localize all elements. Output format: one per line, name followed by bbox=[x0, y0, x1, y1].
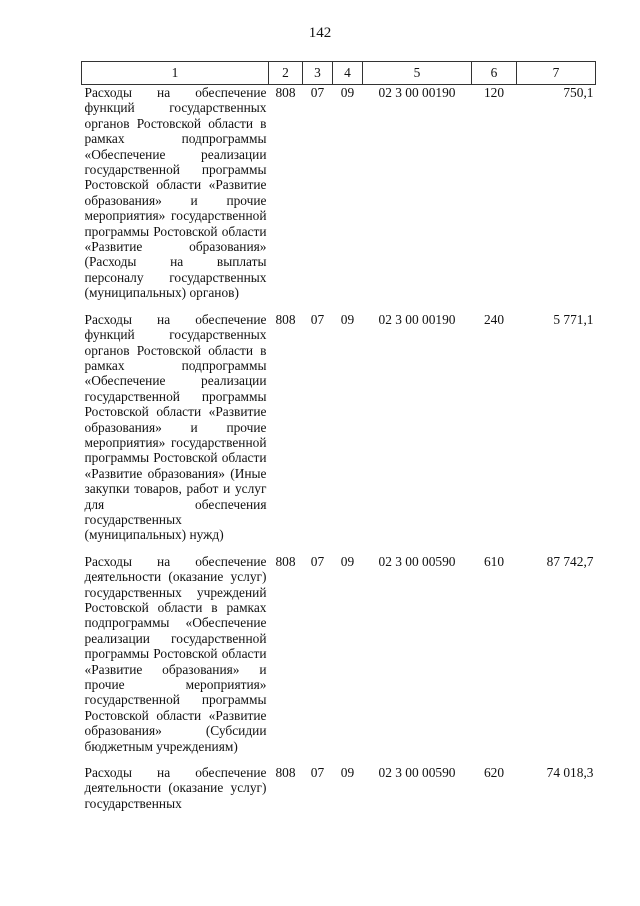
column-header-5: 5 bbox=[363, 62, 472, 85]
expense-type-code: 610 bbox=[483, 553, 505, 569]
column-header-7: 7 bbox=[517, 62, 596, 85]
table-row bbox=[82, 554, 596, 765]
budget-table bbox=[81, 61, 596, 822]
expense-description: Расходы на обеспечение деятельности (оказание услуг) государственных учреждений Ростовской области в рамках подпрограммы «Обеспечение реализации государственной программы Ростовской области «Развитие образования» и прочие мероприятия» государственной программы Ростовской области «Развитие образования» (Субсидии бюджетным учреждениям) bbox=[84, 553, 267, 754]
section-code: 07 bbox=[310, 311, 325, 327]
subsection-code: 09 bbox=[340, 553, 355, 569]
expense-description: Расходы на обеспечение функций государственных органов Ростовской области в рамках подпрограммы «Обеспечение реализации государственной программы Ростовской области «Развитие образования» и прочие мероприятия» государственной программы Ростовской области «Развитие образования» (Расходы на выплаты персоналу государственных (муниципальных) органов) bbox=[84, 85, 267, 301]
subsection-code: 09 bbox=[340, 85, 355, 100]
table-row bbox=[82, 85, 596, 312]
ministry-code: 808 bbox=[275, 311, 296, 327]
section-code: 07 bbox=[310, 85, 325, 100]
amount: 87 742,7 bbox=[546, 553, 594, 569]
column-header-1: 1 bbox=[82, 62, 269, 85]
section-code: 07 bbox=[310, 765, 325, 781]
expense-type-code: 120 bbox=[483, 85, 505, 100]
ministry-code: 808 bbox=[275, 765, 296, 781]
column-header-6: 6 bbox=[472, 62, 517, 85]
page-number: 142 bbox=[308, 25, 332, 41]
column-header-2: 2 bbox=[269, 62, 303, 85]
column-header-3: 3 bbox=[303, 62, 333, 85]
table-row bbox=[82, 765, 596, 822]
target-article-code: 02 3 00 00190 bbox=[378, 311, 456, 327]
expense-description: Расходы на обеспечение функций государственных органов Ростовской области в рамках подпрограммы «Обеспечение реализации государственной программы Ростовской области «Развитие образования» и прочие мероприятия» государственной программы Ростовской области «Развитие образования» (Иные закупки товаров, работ и услуг для обеспечения государственных (муниципальных) нужд) bbox=[84, 311, 267, 543]
ministry-code: 808 bbox=[275, 85, 296, 100]
table-header-row bbox=[82, 62, 596, 85]
amount: 74 018,3 bbox=[546, 765, 594, 781]
subsection-code: 09 bbox=[340, 765, 355, 781]
table-row bbox=[82, 312, 596, 554]
column-header-4: 4 bbox=[333, 62, 363, 85]
amount: 5 771,1 bbox=[553, 311, 594, 327]
expense-type-code: 240 bbox=[483, 311, 505, 327]
subsection-code: 09 bbox=[340, 311, 355, 327]
target-article-code: 02 3 00 00590 bbox=[378, 553, 456, 569]
target-article-code: 02 3 00 00590 bbox=[378, 765, 456, 781]
expense-type-code: 620 bbox=[483, 765, 505, 781]
target-article-code: 02 3 00 00190 bbox=[378, 85, 456, 100]
ministry-code: 808 bbox=[275, 553, 296, 569]
section-code: 07 bbox=[310, 553, 325, 569]
amount: 750,1 bbox=[563, 85, 594, 100]
expense-description: Расходы на обеспечение деятельности (оказание услуг) государственных bbox=[84, 765, 267, 811]
